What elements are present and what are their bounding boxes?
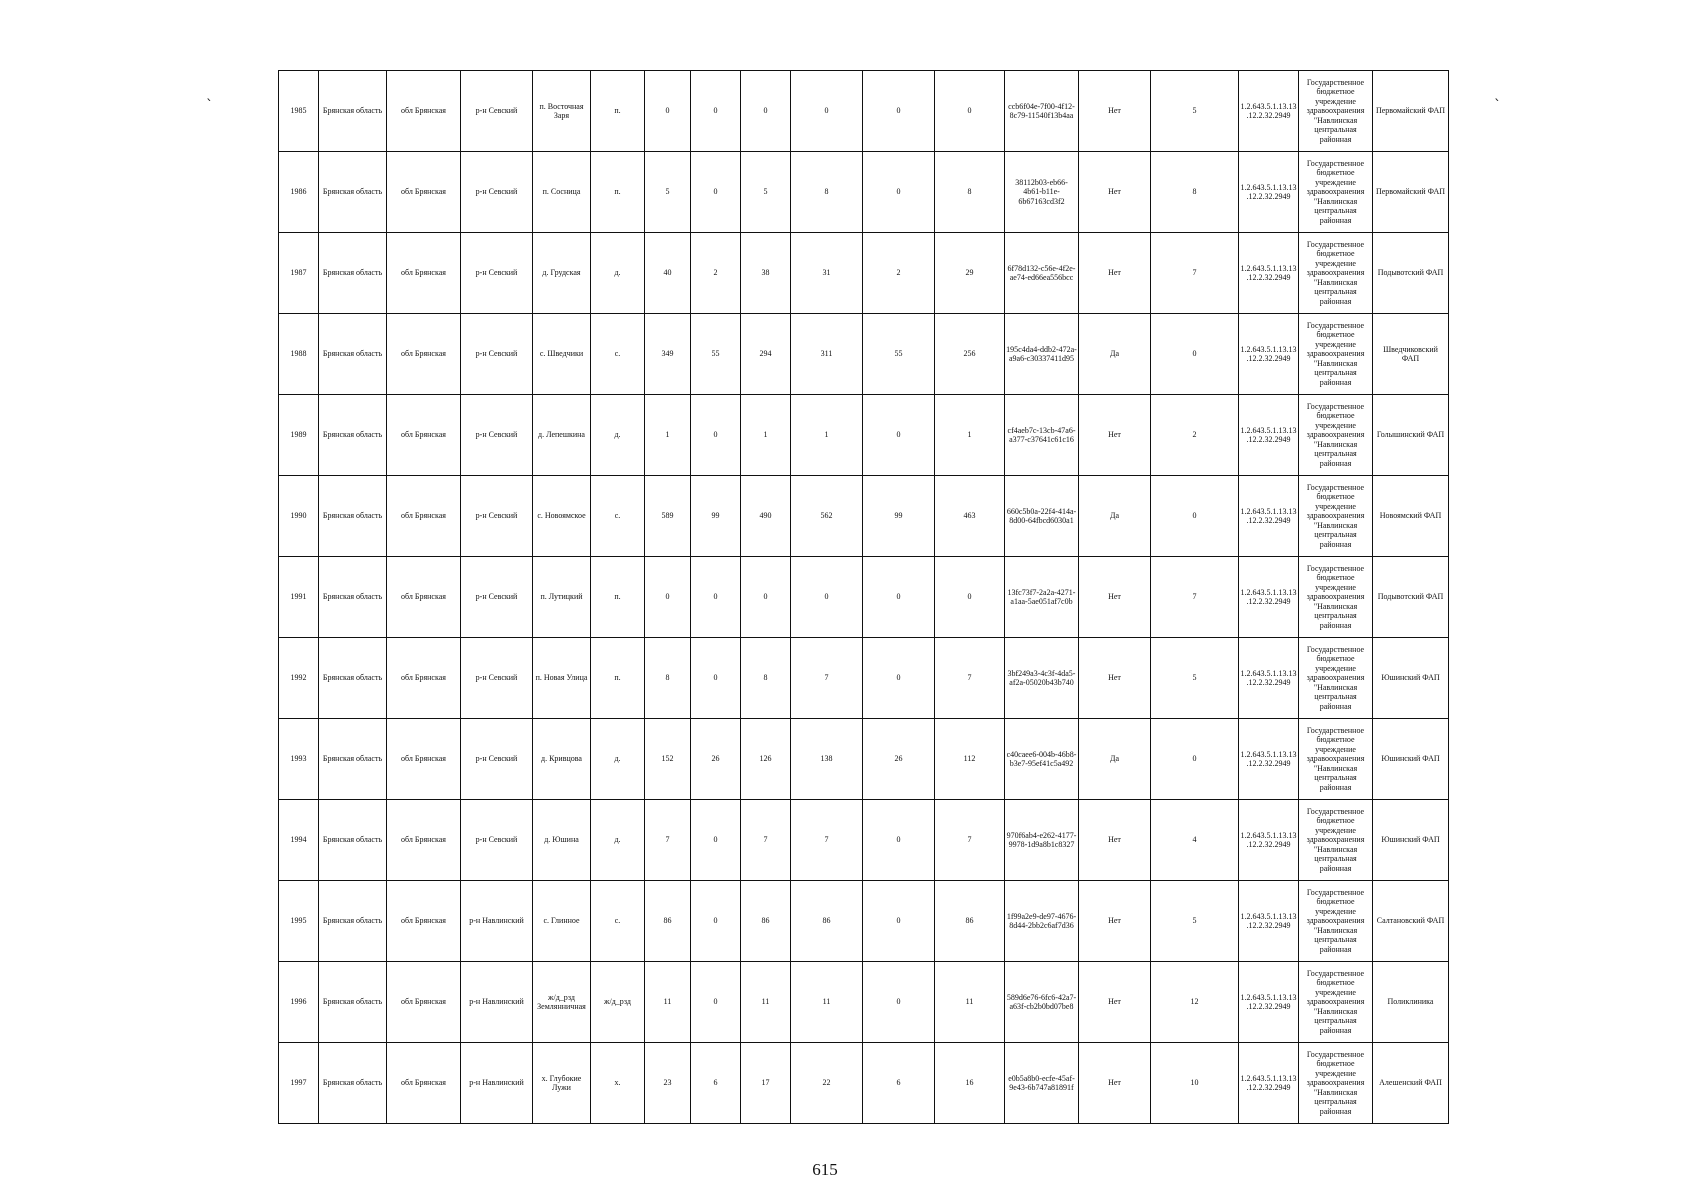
cell-value-6: 256: [935, 314, 1005, 395]
cell-count: 5: [1151, 71, 1239, 152]
cell-value-6: 16: [935, 1043, 1005, 1124]
cell-value-3: 0: [741, 71, 791, 152]
page-number: 615: [812, 1160, 838, 1179]
cell-district: р-н Севский: [461, 638, 533, 719]
cell-value-6: 0: [935, 557, 1005, 638]
cell-value-6: 0: [935, 71, 1005, 152]
cell-fias-guid: 3bf249a3-4c3f-4da5-af2a-05020b43b740: [1005, 638, 1079, 719]
cell-organization-oid: 1.2.643.5.1.13.13.12.2.32.2949: [1239, 962, 1299, 1043]
cell-organization-oid: 1.2.643.5.1.13.13.12.2.32.2949: [1239, 71, 1299, 152]
table-row: [279, 719, 1449, 800]
cell-settlement-type: с.: [591, 314, 645, 395]
cell-flag: Нет: [1079, 1043, 1151, 1124]
cell-value-5: 0: [863, 881, 935, 962]
cell-row-number: 1997: [279, 1043, 319, 1124]
cell-settlement-name: п. Лутицкий: [533, 557, 591, 638]
cell-settlement-name: с. Новоямское: [533, 476, 591, 557]
cell-district: р-н Севский: [461, 233, 533, 314]
cell-row-number: 1987: [279, 233, 319, 314]
cell-row-number: 1996: [279, 962, 319, 1043]
cell-row-number: 1989: [279, 395, 319, 476]
cell-district: р-н Севский: [461, 71, 533, 152]
table-row: [279, 395, 1449, 476]
cell-value-2: 99: [691, 476, 741, 557]
cell-value-4: 0: [791, 71, 863, 152]
table-row: [279, 638, 1449, 719]
cell-value-1: 589: [645, 476, 691, 557]
cell-count: 0: [1151, 719, 1239, 800]
scan-mark-right: ˋ: [1494, 98, 1501, 114]
cell-value-6: 29: [935, 233, 1005, 314]
cell-organization-name: Государственное бюджетное учреждение здравоохранения "Навлинская центральная районная: [1299, 962, 1373, 1043]
table-row: [279, 71, 1449, 152]
cell-value-2: 0: [691, 395, 741, 476]
cell-value-2: 0: [691, 638, 741, 719]
cell-flag: Нет: [1079, 557, 1151, 638]
cell-value-2: 0: [691, 557, 741, 638]
cell-fias-guid: 1f99a2e9-de97-4676-8d44-2bb2c6af7d36: [1005, 881, 1079, 962]
cell-value-3: 7: [741, 800, 791, 881]
table-body: [279, 71, 1449, 1124]
cell-value-6: 8: [935, 152, 1005, 233]
cell-organization-name: Государственное бюджетное учреждение здравоохранения "Навлинская центральная районная: [1299, 71, 1373, 152]
cell-settlement-type: ж/д_рзд: [591, 962, 645, 1043]
cell-settlement-type: п.: [591, 557, 645, 638]
cell-value-4: 138: [791, 719, 863, 800]
cell-fap-name: Юшинский ФАП: [1373, 638, 1449, 719]
cell-value-4: 8: [791, 152, 863, 233]
cell-fap-name: Голышинский ФАП: [1373, 395, 1449, 476]
cell-settlement-type: п.: [591, 152, 645, 233]
cell-value-1: 40: [645, 233, 691, 314]
cell-flag: Да: [1079, 719, 1151, 800]
cell-fias-guid: 13fc73f7-2a2a-4271-a1aa-5ae051af7c0b: [1005, 557, 1079, 638]
cell-flag: Нет: [1079, 395, 1151, 476]
cell-count: 2: [1151, 395, 1239, 476]
cell-row-number: 1992: [279, 638, 319, 719]
cell-organization-oid: 1.2.643.5.1.13.13.12.2.32.2949: [1239, 719, 1299, 800]
cell-row-number: 1995: [279, 881, 319, 962]
cell-value-2: 0: [691, 881, 741, 962]
cell-organization-name: Государственное бюджетное учреждение здравоохранения "Навлинская центральная районная: [1299, 152, 1373, 233]
cell-flag: Нет: [1079, 962, 1151, 1043]
cell-settlement-type: д.: [591, 395, 645, 476]
cell-fias-guid: cf4aeb7c-13cb-47a6-a377-c37641c61c16: [1005, 395, 1079, 476]
cell-region: Брянская область: [319, 800, 387, 881]
cell-value-1: 8: [645, 638, 691, 719]
cell-region: Брянская область: [319, 638, 387, 719]
cell-count: 0: [1151, 314, 1239, 395]
cell-value-1: 23: [645, 1043, 691, 1124]
cell-flag: Нет: [1079, 638, 1151, 719]
settlements-table: [278, 70, 1449, 1124]
cell-organization-name: Государственное бюджетное учреждение здравоохранения "Навлинская центральная районная: [1299, 233, 1373, 314]
cell-value-1: 349: [645, 314, 691, 395]
cell-value-2: 0: [691, 152, 741, 233]
cell-value-2: 0: [691, 71, 741, 152]
cell-district: р-н Навлинский: [461, 962, 533, 1043]
cell-organization-oid: 1.2.643.5.1.13.13.12.2.32.2949: [1239, 1043, 1299, 1124]
cell-flag: Да: [1079, 476, 1151, 557]
cell-region: Брянская область: [319, 557, 387, 638]
cell-settlement-type: д.: [591, 800, 645, 881]
cell-count: 7: [1151, 557, 1239, 638]
cell-district: р-н Севский: [461, 152, 533, 233]
cell-settlement-name: п. Сосница: [533, 152, 591, 233]
cell-count: 0: [1151, 476, 1239, 557]
cell-fap-name: Шведчиковский ФАП: [1373, 314, 1449, 395]
table-row: [279, 557, 1449, 638]
cell-value-3: 126: [741, 719, 791, 800]
cell-settlement-name: д. Юшина: [533, 800, 591, 881]
cell-row-number: 1993: [279, 719, 319, 800]
cell-value-6: 463: [935, 476, 1005, 557]
cell-value-5: 0: [863, 557, 935, 638]
cell-organization-oid: 1.2.643.5.1.13.13.12.2.32.2949: [1239, 476, 1299, 557]
cell-row-number: 1986: [279, 152, 319, 233]
cell-organization-name: Государственное бюджетное учреждение здравоохранения "Навлинская центральная районная: [1299, 476, 1373, 557]
cell-organization-oid: 1.2.643.5.1.13.13.12.2.32.2949: [1239, 395, 1299, 476]
cell-value-1: 152: [645, 719, 691, 800]
table-row: [279, 314, 1449, 395]
cell-oblast: обл Брянская: [387, 314, 461, 395]
cell-fias-guid: 38112b03-eb66-4b61-b11e-6b67163cd3f2: [1005, 152, 1079, 233]
cell-organization-name: Государственное бюджетное учреждение здравоохранения "Навлинская центральная районная: [1299, 395, 1373, 476]
cell-organization-oid: 1.2.643.5.1.13.13.12.2.32.2949: [1239, 638, 1299, 719]
table-row: [279, 1043, 1449, 1124]
cell-flag: Нет: [1079, 233, 1151, 314]
cell-organization-name: Государственное бюджетное учреждение здравоохранения "Навлинская центральная районная: [1299, 800, 1373, 881]
cell-flag: Нет: [1079, 881, 1151, 962]
cell-value-2: 26: [691, 719, 741, 800]
cell-count: 7: [1151, 233, 1239, 314]
cell-value-3: 17: [741, 1043, 791, 1124]
cell-region: Брянская область: [319, 476, 387, 557]
cell-fias-guid: 970f6ab4-e262-4177-9978-1d9a8b1c8327: [1005, 800, 1079, 881]
cell-settlement-name: д. Лепешкина: [533, 395, 591, 476]
cell-value-3: 5: [741, 152, 791, 233]
cell-value-4: 11: [791, 962, 863, 1043]
cell-row-number: 1988: [279, 314, 319, 395]
cell-district: р-н Севский: [461, 476, 533, 557]
cell-organization-oid: 1.2.643.5.1.13.13.12.2.32.2949: [1239, 152, 1299, 233]
cell-settlement-name: п. Восточная Заря: [533, 71, 591, 152]
cell-fap-name: Первомайский ФАП: [1373, 71, 1449, 152]
cell-organization-name: Государственное бюджетное учреждение здравоохранения "Навлинская центральная районная: [1299, 557, 1373, 638]
cell-row-number: 1990: [279, 476, 319, 557]
cell-value-6: 1: [935, 395, 1005, 476]
cell-oblast: обл Брянская: [387, 152, 461, 233]
cell-oblast: обл Брянская: [387, 800, 461, 881]
cell-region: Брянская область: [319, 395, 387, 476]
cell-fias-guid: 6f78d132-c56e-4f2e-ae74-ed66ea556bcc: [1005, 233, 1079, 314]
cell-value-3: 11: [741, 962, 791, 1043]
cell-value-2: 0: [691, 962, 741, 1043]
cell-value-5: 0: [863, 800, 935, 881]
cell-count: 5: [1151, 881, 1239, 962]
cell-value-1: 0: [645, 71, 691, 152]
cell-value-1: 11: [645, 962, 691, 1043]
cell-region: Брянская область: [319, 962, 387, 1043]
cell-value-2: 55: [691, 314, 741, 395]
cell-value-1: 1: [645, 395, 691, 476]
cell-district: р-н Севский: [461, 557, 533, 638]
cell-organization-name: Государственное бюджетное учреждение здравоохранения "Навлинская центральная районная: [1299, 719, 1373, 800]
cell-organization-name: Государственное бюджетное учреждение здравоохранения "Навлинская центральная районная: [1299, 638, 1373, 719]
cell-fap-name: Новоямский ФАП: [1373, 476, 1449, 557]
cell-organization-oid: 1.2.643.5.1.13.13.12.2.32.2949: [1239, 800, 1299, 881]
cell-fap-name: Алешенский ФАП: [1373, 1043, 1449, 1124]
cell-settlement-name: х. Глубокие Лужи: [533, 1043, 591, 1124]
cell-region: Брянская область: [319, 152, 387, 233]
cell-value-4: 22: [791, 1043, 863, 1124]
cell-value-4: 562: [791, 476, 863, 557]
cell-value-3: 294: [741, 314, 791, 395]
cell-region: Брянская область: [319, 314, 387, 395]
cell-oblast: обл Брянская: [387, 71, 461, 152]
cell-fias-guid: 589d6e76-6fc6-42a7-a63f-cb2b0bd07be8: [1005, 962, 1079, 1043]
cell-value-1: 0: [645, 557, 691, 638]
cell-district: р-н Севский: [461, 800, 533, 881]
cell-value-3: 86: [741, 881, 791, 962]
cell-value-5: 0: [863, 395, 935, 476]
cell-row-number: 1994: [279, 800, 319, 881]
cell-fap-name: Подывотский ФАП: [1373, 233, 1449, 314]
cell-organization-name: Государственное бюджетное учреждение здравоохранения "Навлинская центральная районная: [1299, 881, 1373, 962]
table-row: [279, 233, 1449, 314]
cell-value-2: 2: [691, 233, 741, 314]
cell-settlement-type: с.: [591, 881, 645, 962]
cell-value-3: 38: [741, 233, 791, 314]
cell-count: 12: [1151, 962, 1239, 1043]
cell-district: р-н Навлинский: [461, 881, 533, 962]
cell-value-3: 1: [741, 395, 791, 476]
cell-value-5: 6: [863, 1043, 935, 1124]
cell-district: р-н Севский: [461, 719, 533, 800]
cell-region: Брянская область: [319, 233, 387, 314]
cell-fias-guid: c40caee6-004b-46b8-b3e7-95ef41c5a492: [1005, 719, 1079, 800]
cell-district: р-н Навлинский: [461, 1043, 533, 1124]
cell-value-6: 7: [935, 800, 1005, 881]
cell-settlement-name: с. Глинное: [533, 881, 591, 962]
cell-fap-name: Подывотский ФАП: [1373, 557, 1449, 638]
cell-region: Брянская область: [319, 1043, 387, 1124]
cell-settlement-name: ж/д_рзд Землянничная: [533, 962, 591, 1043]
cell-settlement-name: д. Грудская: [533, 233, 591, 314]
cell-value-5: 26: [863, 719, 935, 800]
table-row: [279, 962, 1449, 1043]
cell-oblast: обл Брянская: [387, 962, 461, 1043]
cell-count: 5: [1151, 638, 1239, 719]
cell-value-4: 7: [791, 638, 863, 719]
cell-district: р-н Севский: [461, 395, 533, 476]
scan-mark-left: ˋ: [206, 98, 213, 114]
cell-organization-oid: 1.2.643.5.1.13.13.12.2.32.2949: [1239, 557, 1299, 638]
cell-value-5: 2: [863, 233, 935, 314]
cell-value-4: 7: [791, 800, 863, 881]
cell-settlement-name: п. Новая Улица: [533, 638, 591, 719]
cell-settlement-type: п.: [591, 638, 645, 719]
cell-count: 4: [1151, 800, 1239, 881]
cell-value-6: 86: [935, 881, 1005, 962]
cell-organization-oid: 1.2.643.5.1.13.13.12.2.32.2949: [1239, 314, 1299, 395]
cell-region: Брянская область: [319, 71, 387, 152]
cell-fap-name: Поликлиника: [1373, 962, 1449, 1043]
cell-value-5: 0: [863, 71, 935, 152]
cell-oblast: обл Брянская: [387, 395, 461, 476]
cell-value-5: 0: [863, 962, 935, 1043]
cell-value-1: 5: [645, 152, 691, 233]
cell-row-number: 1985: [279, 71, 319, 152]
cell-oblast: обл Брянская: [387, 638, 461, 719]
cell-flag: Нет: [1079, 152, 1151, 233]
cell-value-5: 0: [863, 152, 935, 233]
cell-value-3: 490: [741, 476, 791, 557]
cell-value-1: 7: [645, 800, 691, 881]
cell-value-4: 0: [791, 557, 863, 638]
cell-fias-guid: ccb6f04e-7f00-4f12-8c79-11540f13b4aa: [1005, 71, 1079, 152]
cell-settlement-type: с.: [591, 476, 645, 557]
cell-count: 8: [1151, 152, 1239, 233]
cell-value-5: 99: [863, 476, 935, 557]
cell-settlement-type: д.: [591, 719, 645, 800]
table-row: [279, 881, 1449, 962]
cell-region: Брянская область: [319, 719, 387, 800]
cell-flag: Нет: [1079, 71, 1151, 152]
cell-settlement-name: с. Шведчики: [533, 314, 591, 395]
cell-settlement-type: п.: [591, 71, 645, 152]
cell-value-4: 1: [791, 395, 863, 476]
cell-value-5: 55: [863, 314, 935, 395]
table-row: [279, 800, 1449, 881]
cell-value-3: 0: [741, 557, 791, 638]
cell-flag: Нет: [1079, 800, 1151, 881]
cell-fias-guid: 195c4da4-ddb2-472a-a9a6-c30337411d95: [1005, 314, 1079, 395]
cell-settlement-type: х.: [591, 1043, 645, 1124]
cell-oblast: обл Брянская: [387, 719, 461, 800]
table-row: [279, 152, 1449, 233]
cell-oblast: обл Брянская: [387, 476, 461, 557]
cell-oblast: обл Брянская: [387, 557, 461, 638]
cell-oblast: обл Брянская: [387, 233, 461, 314]
cell-organization-oid: 1.2.643.5.1.13.13.12.2.32.2949: [1239, 233, 1299, 314]
cell-value-6: 7: [935, 638, 1005, 719]
cell-organization-oid: 1.2.643.5.1.13.13.12.2.32.2949: [1239, 881, 1299, 962]
cell-row-number: 1991: [279, 557, 319, 638]
cell-fap-name: Первомайский ФАП: [1373, 152, 1449, 233]
cell-oblast: обл Брянская: [387, 881, 461, 962]
cell-settlement-type: д.: [591, 233, 645, 314]
table-row: [279, 476, 1449, 557]
cell-value-4: 311: [791, 314, 863, 395]
cell-value-4: 86: [791, 881, 863, 962]
cell-value-1: 86: [645, 881, 691, 962]
cell-count: 10: [1151, 1043, 1239, 1124]
cell-value-5: 0: [863, 638, 935, 719]
cell-oblast: обл Брянская: [387, 1043, 461, 1124]
cell-organization-name: Государственное бюджетное учреждение здравоохранения "Навлинская центральная районная: [1299, 314, 1373, 395]
cell-value-6: 11: [935, 962, 1005, 1043]
cell-value-2: 6: [691, 1043, 741, 1124]
cell-fap-name: Юшинский ФАП: [1373, 719, 1449, 800]
cell-fap-name: Юшинский ФАП: [1373, 800, 1449, 881]
cell-value-4: 31: [791, 233, 863, 314]
cell-organization-name: Государственное бюджетное учреждение здравоохранения "Навлинская центральная районная: [1299, 1043, 1373, 1124]
cell-fias-guid: 660c5b0a-22f4-414a-8d00-64fbcd6030a1: [1005, 476, 1079, 557]
cell-district: р-н Севский: [461, 314, 533, 395]
cell-fap-name: Салтановский ФАП: [1373, 881, 1449, 962]
cell-settlement-name: д. Кривцова: [533, 719, 591, 800]
cell-region: Брянская область: [319, 881, 387, 962]
cell-flag: Да: [1079, 314, 1151, 395]
cell-fias-guid: e0b5a8b0-ecfe-45af-9e43-6b747a81891f: [1005, 1043, 1079, 1124]
cell-value-3: 8: [741, 638, 791, 719]
cell-value-6: 112: [935, 719, 1005, 800]
cell-value-2: 0: [691, 800, 741, 881]
